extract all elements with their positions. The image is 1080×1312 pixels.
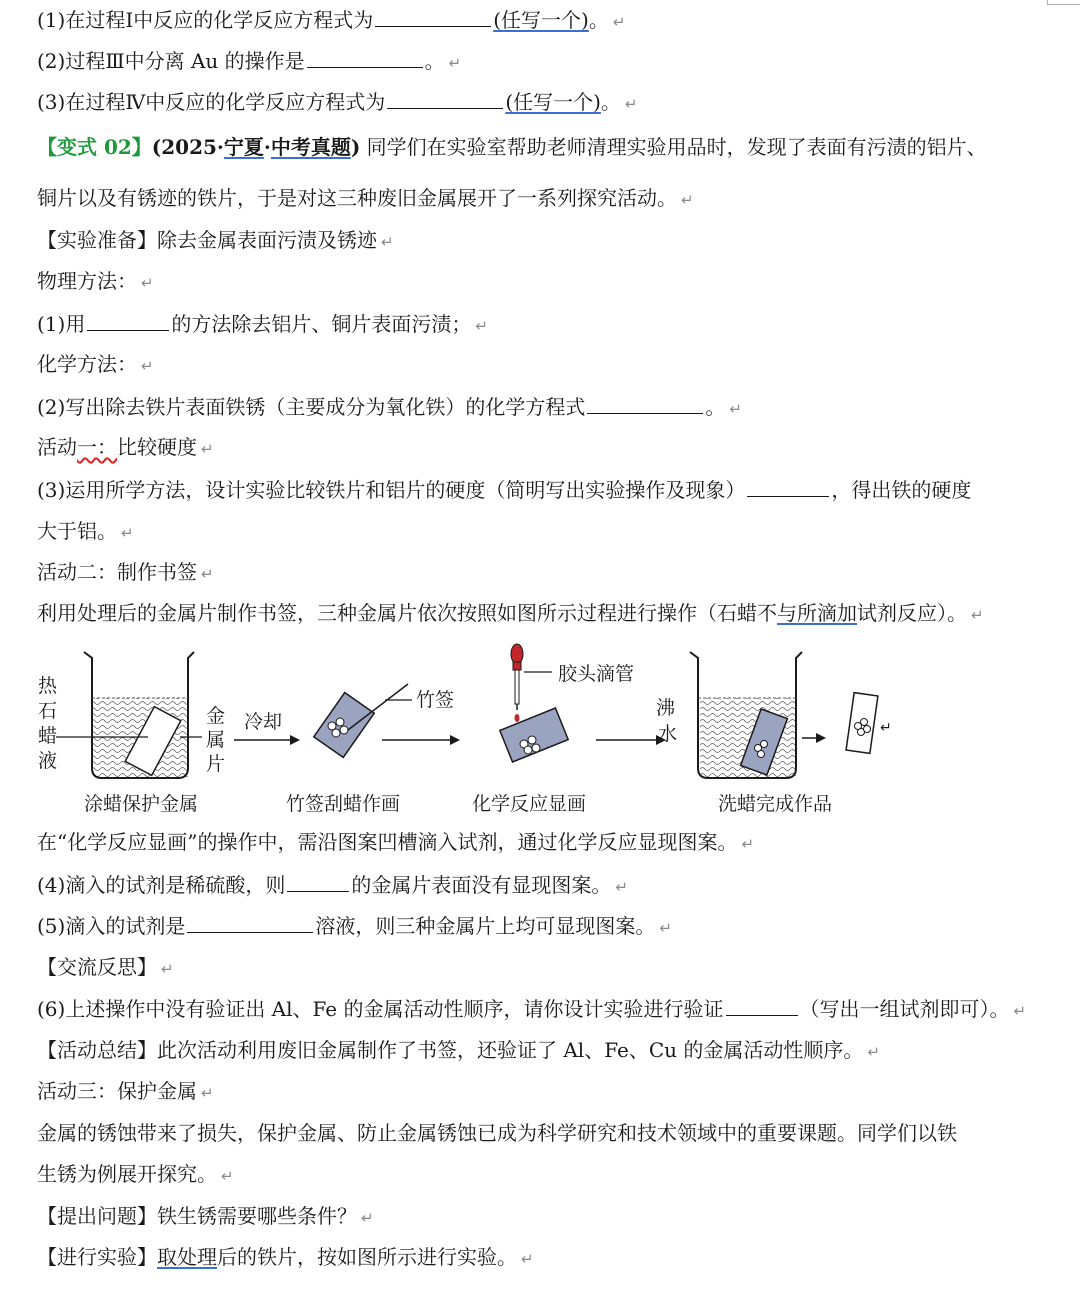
corrosion-intro-line — [37, 1120, 957, 1146]
question-3b-line — [37, 476, 971, 503]
q2b-end: 。 — [705, 395, 726, 419]
paragraph-mark: ↵ — [659, 919, 672, 937]
variant-intro-text: 同学们在实验室帮助老师清理实验用品时，发现了表面有污渍的铝片、 — [360, 135, 987, 159]
q6-end: （写出一组试剂即可）。 — [799, 997, 1010, 1021]
q4-end: 的金属片表面没有显现图案。 — [351, 873, 612, 897]
paragraph-mark: ↵ — [729, 400, 742, 418]
dropper-icon — [511, 644, 523, 722]
q1b-text: (1)用 — [37, 312, 86, 336]
q3b-cont-text: 大于铝。 — [37, 519, 117, 543]
answer-blank[interactable] — [287, 871, 349, 892]
q3-note: (任写一个) — [505, 90, 601, 114]
paragraph-mark: ↵ — [361, 1209, 374, 1227]
paragraph-mark: ↵ — [615, 878, 628, 896]
bamboo-stick-label: 竹签 — [416, 689, 455, 711]
metal-char-3: 片 — [206, 753, 226, 775]
caption-step-4: 洗蜡完成作品 — [718, 793, 833, 815]
experiment-prep-text: 【实验准备】除去金属表面污渍及锈迹 — [37, 228, 377, 252]
activity-3-title: 活动三：保护金属 — [37, 1079, 197, 1103]
answer-blank[interactable] — [387, 88, 503, 109]
question-1-line — [37, 6, 625, 35]
paragraph-mark: ↵ — [867, 1043, 880, 1061]
q3b-end: ，得出铁的硬度 — [831, 478, 972, 502]
paragraph-mark: ↵ — [121, 524, 134, 542]
activity-1-title: 比较硬度 — [117, 435, 197, 459]
hot-wax-char-2: 石 — [38, 700, 58, 722]
metal-char-2: 属 — [206, 729, 226, 751]
question-raise-line — [37, 1203, 374, 1231]
hot-wax-char-1: 热 — [38, 675, 58, 697]
q3b-text: (3)运用所学方法，设计实验比较铁片和铝片的硬度（简明写出实验操作及现象） — [37, 478, 746, 502]
q3-text: (3)在过程Ⅳ中反应的化学反应方程式为 — [37, 90, 386, 114]
question-1b-line — [37, 310, 488, 339]
paragraph-mark: ↵ — [681, 191, 694, 209]
bookmark-intro-c: 试剂反应）。 — [857, 601, 967, 625]
answer-blank[interactable] — [187, 912, 313, 933]
reaction-display-text: 在“化学反应显画”的操作中，需沿图案凹槽滴入试剂，通过化学反应显现图案。 — [37, 830, 738, 854]
activity-2-line — [37, 559, 214, 587]
activity-summary-text: 【活动总结】此次活动利用废旧金属制作了书签，还验证了 Al、Fe、Cu 的金属活动性顺序。 — [37, 1038, 864, 1062]
question-2-line — [37, 47, 461, 76]
variant-heading-line — [37, 134, 987, 160]
dropper-label: 胶头滴管 — [558, 663, 635, 685]
finished-bookmark — [846, 693, 878, 754]
experiment-prep-line — [37, 227, 394, 255]
answer-blank[interactable] — [587, 393, 703, 414]
page-corner-mark — [1047, 0, 1080, 5]
paragraph-mark: ↵ — [1013, 1002, 1027, 1020]
reaction-display-line — [37, 829, 754, 857]
sheet-reaction — [500, 708, 568, 762]
q5-end: 溶液，则三种金属片上均可显现图案。 — [315, 914, 656, 938]
corrosion-intro-text: 金属的锈蚀带来了损失，保护金属、防止金属锈蚀已成为科学研究和技术领域中的重要课题。同学们以铁 — [37, 1121, 957, 1145]
intro-line-2 — [37, 185, 694, 213]
activity-3-line — [37, 1078, 214, 1106]
answer-blank[interactable] — [726, 995, 798, 1016]
conduct-experiment-label: 【进行实验】 — [37, 1245, 157, 1269]
q6-text: (6)上述操作中没有验证出 Al、Fe 的金属活动性顺序，请你设计实验进行验证 — [37, 997, 724, 1021]
physical-method-text: 物理方法： — [37, 269, 137, 293]
boiling-char-1: 沸 — [656, 697, 676, 719]
answer-blank[interactable] — [307, 47, 423, 68]
q2-text: (2)过程Ⅲ中分离 Au 的操作是 — [37, 49, 305, 73]
paragraph-mark: ↵ — [521, 1250, 534, 1268]
conduct-experiment-underlined: 取处理 — [157, 1245, 217, 1269]
question-2b-line — [37, 393, 742, 422]
answer-blank[interactable] — [375, 6, 491, 27]
paragraph-mark: ↵ — [475, 317, 488, 335]
answer-blank[interactable] — [747, 476, 829, 497]
caption-step-2: 竹签刮蜡作画 — [286, 793, 401, 815]
source-region: 宁夏 — [223, 135, 264, 159]
conduct-experiment-line — [37, 1244, 534, 1272]
reflection-heading: 【交流反思】 — [37, 955, 157, 979]
corrosion-intro-line-2 — [37, 1161, 234, 1189]
question-5-line — [37, 912, 672, 941]
q2b-text: (2)写出除去铁片表面铁锈（主要成分为氧化铁）的化学方程式 — [37, 395, 586, 419]
hot-wax-char-4: 液 — [38, 750, 58, 772]
question-6-line — [37, 995, 1026, 1024]
paragraph-mark: ↵ — [971, 606, 984, 624]
bookmark-intro-b: 与所滴加 — [777, 601, 857, 625]
chemical-method-text: 化学方法： — [37, 352, 137, 376]
bookmark-intro-a: 利用处理后的金属片制作书签，三种金属片依次按照如图所示过程进行操作（石蜡不 — [37, 601, 777, 625]
paragraph-mark: ↵ — [381, 233, 394, 251]
paragraph-mark: ↵ — [612, 13, 626, 31]
variant-tag: 【变式 02】 — [37, 135, 152, 159]
beaker-boiling-water — [690, 652, 802, 778]
activity-1-line — [37, 434, 214, 462]
activity-summary-line — [37, 1037, 880, 1065]
bookmark-intro-line — [37, 600, 984, 628]
arrow-head — [290, 735, 300, 745]
sheet-with-bamboo-stick — [314, 684, 408, 757]
paragraph-mark: ↵ — [141, 357, 154, 375]
paragraph-mark: ↵ — [624, 95, 638, 113]
boiling-char-2: 水 — [658, 723, 678, 745]
q1-text: (1)在过程I中反应的化学反应方程式为 — [37, 8, 374, 32]
paragraph-mark: ↵ — [741, 835, 755, 853]
paragraph-mark: ↵ — [201, 1084, 214, 1102]
question-raise-text: 【提出问题】铁生锈需要哪些条件？ — [37, 1204, 357, 1228]
q3-end: 。 — [600, 90, 621, 114]
activity-2-title: 活动二：制作书签 — [37, 560, 197, 584]
physical-method-line — [37, 268, 154, 296]
paragraph-mark: ↵ — [141, 274, 154, 292]
activity-1-number: 一： — [77, 435, 117, 459]
chemical-method-line — [37, 351, 154, 379]
caption-step-3: 化学反应显画 — [472, 793, 587, 815]
question-4-line — [37, 871, 628, 900]
source-dot: · — [263, 135, 271, 159]
metal-char-1: 金 — [206, 705, 226, 727]
q1b-text-end: 的方法除去铝片、铜片表面污渍； — [171, 312, 472, 336]
conduct-experiment-text: 后的铁片，按如图所示进行实验。 — [217, 1245, 517, 1269]
source-open: (2025· — [151, 135, 224, 159]
question-3-line — [37, 88, 638, 117]
arrow-head — [816, 733, 826, 743]
paragraph-mark: ↵ — [201, 565, 214, 583]
intro-text: 铜片以及有锈迹的铁片，于是对这三种废旧金属展开了一系列探究活动。 — [37, 186, 677, 210]
source-kind: 中考真题 — [270, 135, 351, 159]
activity-1-prefix: 活动 — [37, 435, 77, 459]
q2-end: 。 — [424, 49, 445, 73]
hot-wax-char-3: 蜡 — [38, 725, 58, 747]
q1-note: (任写一个) — [493, 8, 589, 32]
paragraph-mark: ↵ — [161, 960, 174, 978]
question-3b-continued — [37, 518, 134, 546]
paragraph-mark: ↵ — [880, 720, 892, 736]
corrosion-intro-text-2: 生锈为例展开探究。 — [37, 1162, 217, 1186]
arrow-head — [450, 735, 460, 745]
q4-text: (4)滴入的试剂是稀硫酸，则 — [37, 873, 286, 897]
q1-end: 。 — [588, 8, 609, 32]
reflection-heading-line — [37, 954, 174, 982]
answer-blank[interactable] — [87, 310, 169, 331]
paragraph-mark: ↵ — [448, 54, 462, 72]
paragraph-mark: ↵ — [221, 1167, 234, 1185]
bookmark-process-figure — [30, 640, 1050, 830]
cool-label: 冷却 — [244, 711, 283, 733]
caption-step-1: 涂蜡保护金属 — [84, 793, 199, 815]
beaker-hot-wax — [84, 652, 194, 778]
paragraph-mark: ↵ — [201, 440, 214, 458]
q5-text: (5)滴入的试剂是 — [37, 914, 186, 938]
source-close: ) — [350, 135, 361, 159]
